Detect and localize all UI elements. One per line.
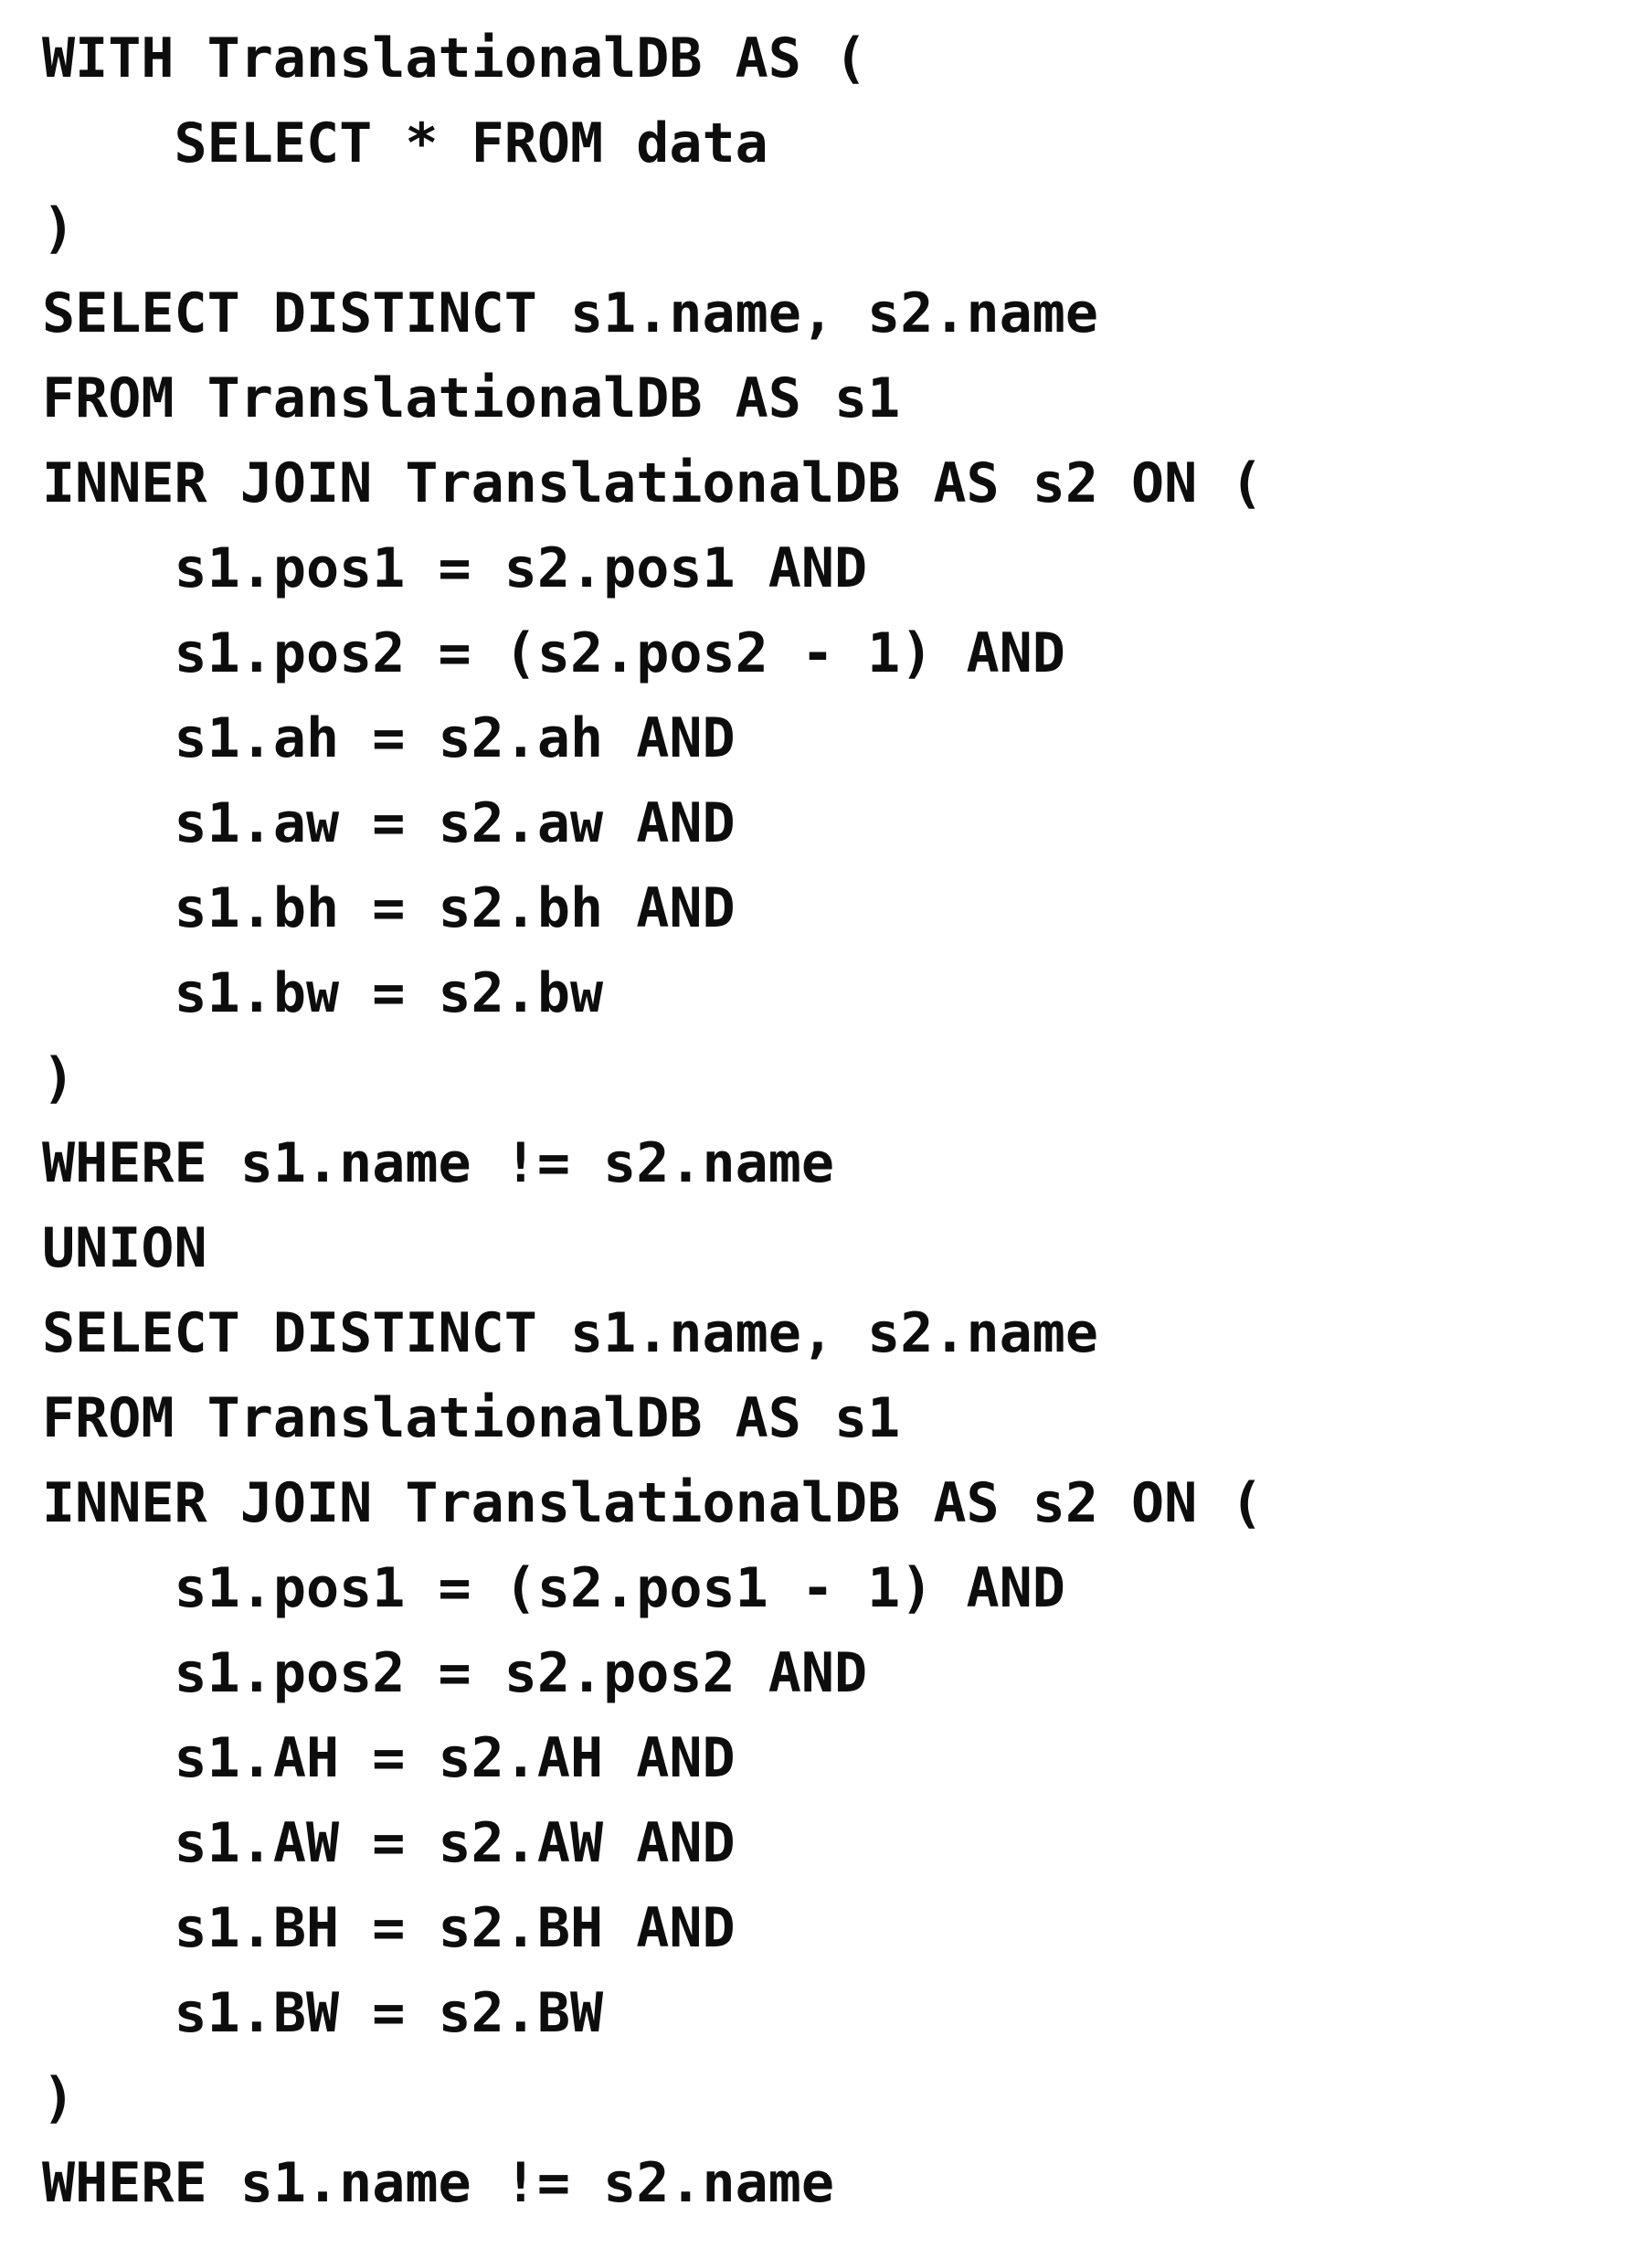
code-line: WHERE s1.name != s2.name <box>42 1131 834 1195</box>
code-line: ) <box>42 196 76 260</box>
code-line: ) <box>42 1046 76 1110</box>
code-line: FROM TranslationalDB AS s1 <box>42 1386 901 1450</box>
code-line: s1.BW = s2.BW <box>42 1981 604 2045</box>
code-line: FROM TranslationalDB AS s1 <box>42 366 901 430</box>
code-line: INNER JOIN TranslationalDB AS s2 ON ( <box>42 451 1264 515</box>
code-line: SELECT DISTINCT s1.name, s2.name <box>42 1301 1098 1365</box>
code-line: WHERE s1.name != s2.name <box>42 2151 834 2215</box>
code-line: SELECT DISTINCT s1.name, s2.name <box>42 281 1098 345</box>
code-line: s1.ah = s2.ah AND <box>42 706 736 770</box>
code-line: s1.AW = s2.AW AND <box>42 1811 736 1875</box>
code-line: s1.bw = s2.bw <box>42 961 604 1025</box>
code-line: s1.BH = s2.BH AND <box>42 1896 736 1960</box>
code-line: s1.aw = s2.aw AND <box>42 791 736 855</box>
code-line: s1.pos1 = (s2.pos1 - 1) AND <box>42 1556 1065 1620</box>
code-line: s1.bh = s2.bh AND <box>42 876 736 940</box>
code-line: s1.pos2 = (s2.pos2 - 1) AND <box>42 621 1065 685</box>
code-line: WITH TranslationalDB AS ( <box>42 27 868 90</box>
code-line: s1.pos1 = s2.pos1 AND <box>42 536 868 600</box>
code-line: s1.AH = s2.AH AND <box>42 1726 736 1790</box>
code-line: ) <box>42 2066 76 2130</box>
code-line: INNER JOIN TranslationalDB AS s2 ON ( <box>42 1471 1264 1535</box>
code-line: UNION <box>42 1216 207 1280</box>
code-line: s1.pos2 = s2.pos2 AND <box>42 1641 868 1705</box>
code-line: SELECT * FROM data <box>42 111 768 175</box>
